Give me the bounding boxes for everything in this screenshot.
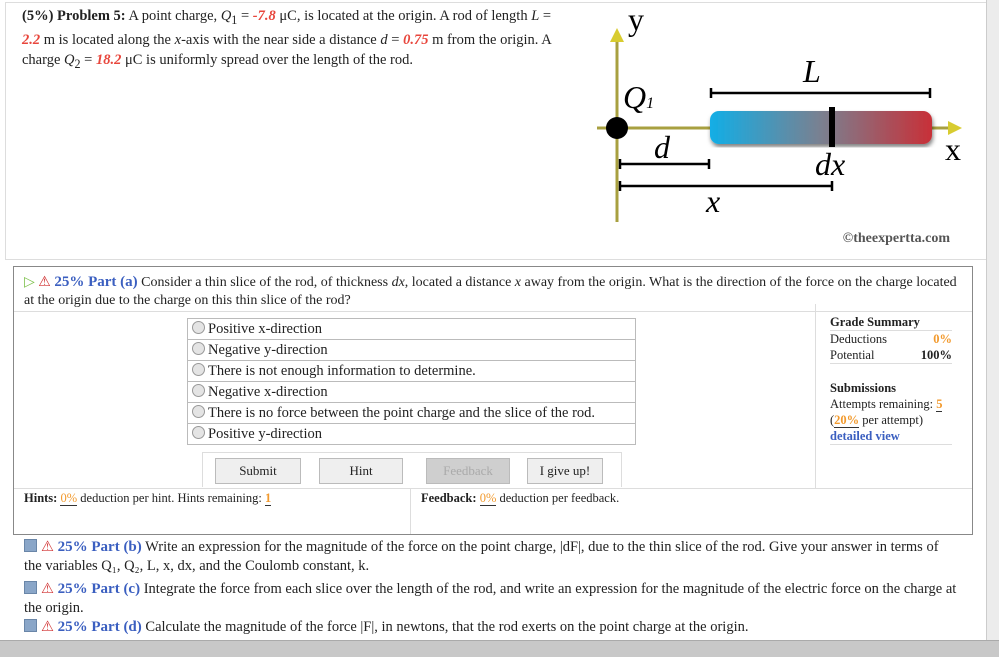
potential-label: Potential: [830, 348, 875, 362]
option-label: There is not enough information to determine.: [208, 362, 476, 379]
var-d: d: [380, 31, 388, 48]
text: per attempt): [859, 413, 924, 427]
submit-button[interactable]: Submit: [215, 458, 301, 484]
q2-value: 18.2: [95, 51, 122, 68]
hints-row: [14, 488, 972, 534]
option-negative-x[interactable]: [188, 382, 636, 403]
dx-slice: [829, 107, 835, 147]
var-q1: Q: [220, 8, 232, 24]
warning-icon: ⚠: [38, 275, 51, 290]
option-no-force[interactable]: [188, 403, 636, 424]
grade-summary-title: Grade Summary: [830, 314, 952, 331]
submissions-title: Submissions: [830, 381, 897, 395]
text: Consider a thin slice of the rod, of thickness: [137, 275, 392, 290]
part-b-label: 25% Part (b): [57, 539, 142, 555]
part-d[interactable]: [24, 618, 959, 637]
part-c-label: 25% Part (c): [57, 581, 141, 597]
detailed-view-link[interactable]: detailed view: [830, 428, 952, 445]
deductions-value: 0%: [933, 332, 952, 346]
answer-options: [187, 318, 636, 445]
attempts-value: 5: [936, 397, 943, 411]
feedback-button[interactable]: Feedback: [426, 458, 510, 484]
divider: [410, 488, 411, 534]
text: away from the origin. What is the direction of the force on the charge located at the origin due to the charge on this thin slice of the rod?: [24, 275, 957, 308]
x-axis-label: x: [945, 131, 961, 167]
text: , located a distance: [404, 275, 515, 290]
expand-icon[interactable]: ▷: [24, 275, 35, 290]
deductions-label: Deductions: [830, 332, 887, 346]
text: =: [237, 8, 253, 24]
var-x: x: [174, 31, 182, 48]
feedback-deduction: 0%: [479, 491, 497, 505]
text: =: [80, 51, 96, 68]
radio-button[interactable]: [192, 426, 205, 439]
page-edge: [986, 0, 999, 640]
text: (: [830, 413, 835, 427]
collapsed-icon[interactable]: [24, 581, 37, 594]
rod-diagram: [0, 0, 999, 260]
hints-label: Hints:: [24, 491, 58, 505]
text: deduction per hint. Hints remaining:: [77, 491, 265, 505]
part-b[interactable]: [24, 538, 959, 576]
d-label: d: [654, 129, 670, 165]
warning-icon: ⚠: [41, 619, 54, 635]
text: μC is uniformly spread over the length of the rod.: [121, 51, 414, 68]
feedback-info: [421, 491, 619, 506]
q1-label: [623, 79, 654, 115]
y-axis-label: y: [628, 1, 644, 37]
radio-button[interactable]: [192, 384, 205, 397]
hints-remaining: 1: [264, 491, 272, 505]
rod: [710, 111, 932, 144]
radio-button[interactable]: [192, 363, 205, 376]
q1-sub: 1: [646, 95, 655, 112]
hints-info: [24, 491, 271, 506]
potential-value: 100%: [920, 348, 952, 362]
part-c-text: Integrate the force from each slice over the length of the rod, and write an expression for the magnitude of the electric force on the charge at the origin.: [24, 581, 957, 616]
var: x: [514, 275, 522, 290]
button-row: [202, 452, 622, 487]
var-L: L: [531, 8, 540, 24]
option-positive-y[interactable]: [188, 424, 636, 445]
part-b-text: Write an expression for the magnitude of the force on the point charge, |dF|, due to the thin slice of the rod. Give your answer in terms of the variables Q₁, Q₂, L, x, dx, and the Coulomb constant, k.: [24, 539, 939, 574]
text: m is located along the: [40, 31, 175, 48]
y-arrow-icon: [610, 28, 624, 42]
q1-value: -7.8: [252, 8, 276, 24]
bottom-bar: [0, 640, 999, 657]
option-label: Negative y-direction: [208, 341, 328, 358]
text: deduction per feedback.: [496, 491, 620, 505]
option-positive-x[interactable]: [188, 319, 636, 340]
text: A point charge,: [125, 8, 221, 24]
option-label: Negative x-direction: [208, 383, 328, 400]
x-distance-label: x: [706, 183, 721, 219]
radio-button[interactable]: [192, 405, 205, 418]
collapsed-icon[interactable]: [24, 539, 37, 552]
option-not-enough-info[interactable]: [188, 361, 636, 382]
sub: 1: [231, 12, 238, 27]
text: =: [539, 8, 552, 24]
L-label: L: [803, 53, 821, 89]
option-label: There is no force between the point charge and the slice of the rod.: [208, 404, 596, 421]
part-a-label: 25% Part (a): [54, 274, 138, 290]
d-value: 0.75: [403, 31, 429, 48]
copyright-text: ©theexpertta.com: [842, 231, 950, 246]
hint-deduction: 0%: [60, 491, 78, 505]
text: =: [387, 31, 404, 48]
L-value: 2.2: [22, 31, 41, 48]
give-up-button[interactable]: I give up!: [527, 458, 603, 484]
text: -axis with the near side a distance: [181, 31, 381, 48]
radio-button[interactable]: [192, 342, 205, 355]
warning-icon: ⚠: [41, 539, 54, 555]
attempts-label: Attempts remaining:: [830, 397, 937, 411]
var: dx: [391, 275, 405, 290]
var-q2: Q: [64, 51, 75, 68]
q1: Q: [623, 79, 647, 115]
collapsed-icon[interactable]: [24, 619, 37, 632]
option-label: Positive y-direction: [208, 425, 322, 442]
option-negative-y[interactable]: [188, 340, 636, 361]
sub: 2: [74, 56, 81, 71]
part-c[interactable]: [24, 580, 959, 618]
part-d-label: 25% Part (d): [57, 619, 142, 635]
grade-summary: [815, 304, 972, 488]
warning-icon: ⚠: [41, 581, 54, 597]
text: m from the origin. A charge: [22, 31, 551, 68]
problem-title: (5%) Problem 5:: [22, 8, 126, 24]
hint-button[interactable]: Hint: [319, 458, 403, 484]
per-attempt-pct: 20%: [834, 413, 860, 427]
part-a-panel: [13, 266, 973, 535]
part-d-text: Calculate the magnitude of the force |F|, in newtons, that the rod exerts on the point charge at the origin.: [141, 619, 749, 635]
feedback-label: Feedback:: [421, 491, 477, 505]
option-label: Positive x-direction: [208, 320, 322, 337]
text: μC, is located at the origin. A rod of length: [275, 8, 532, 24]
radio-button[interactable]: [192, 321, 205, 334]
dx-label: dx: [815, 146, 846, 182]
point-charge: [606, 117, 628, 139]
